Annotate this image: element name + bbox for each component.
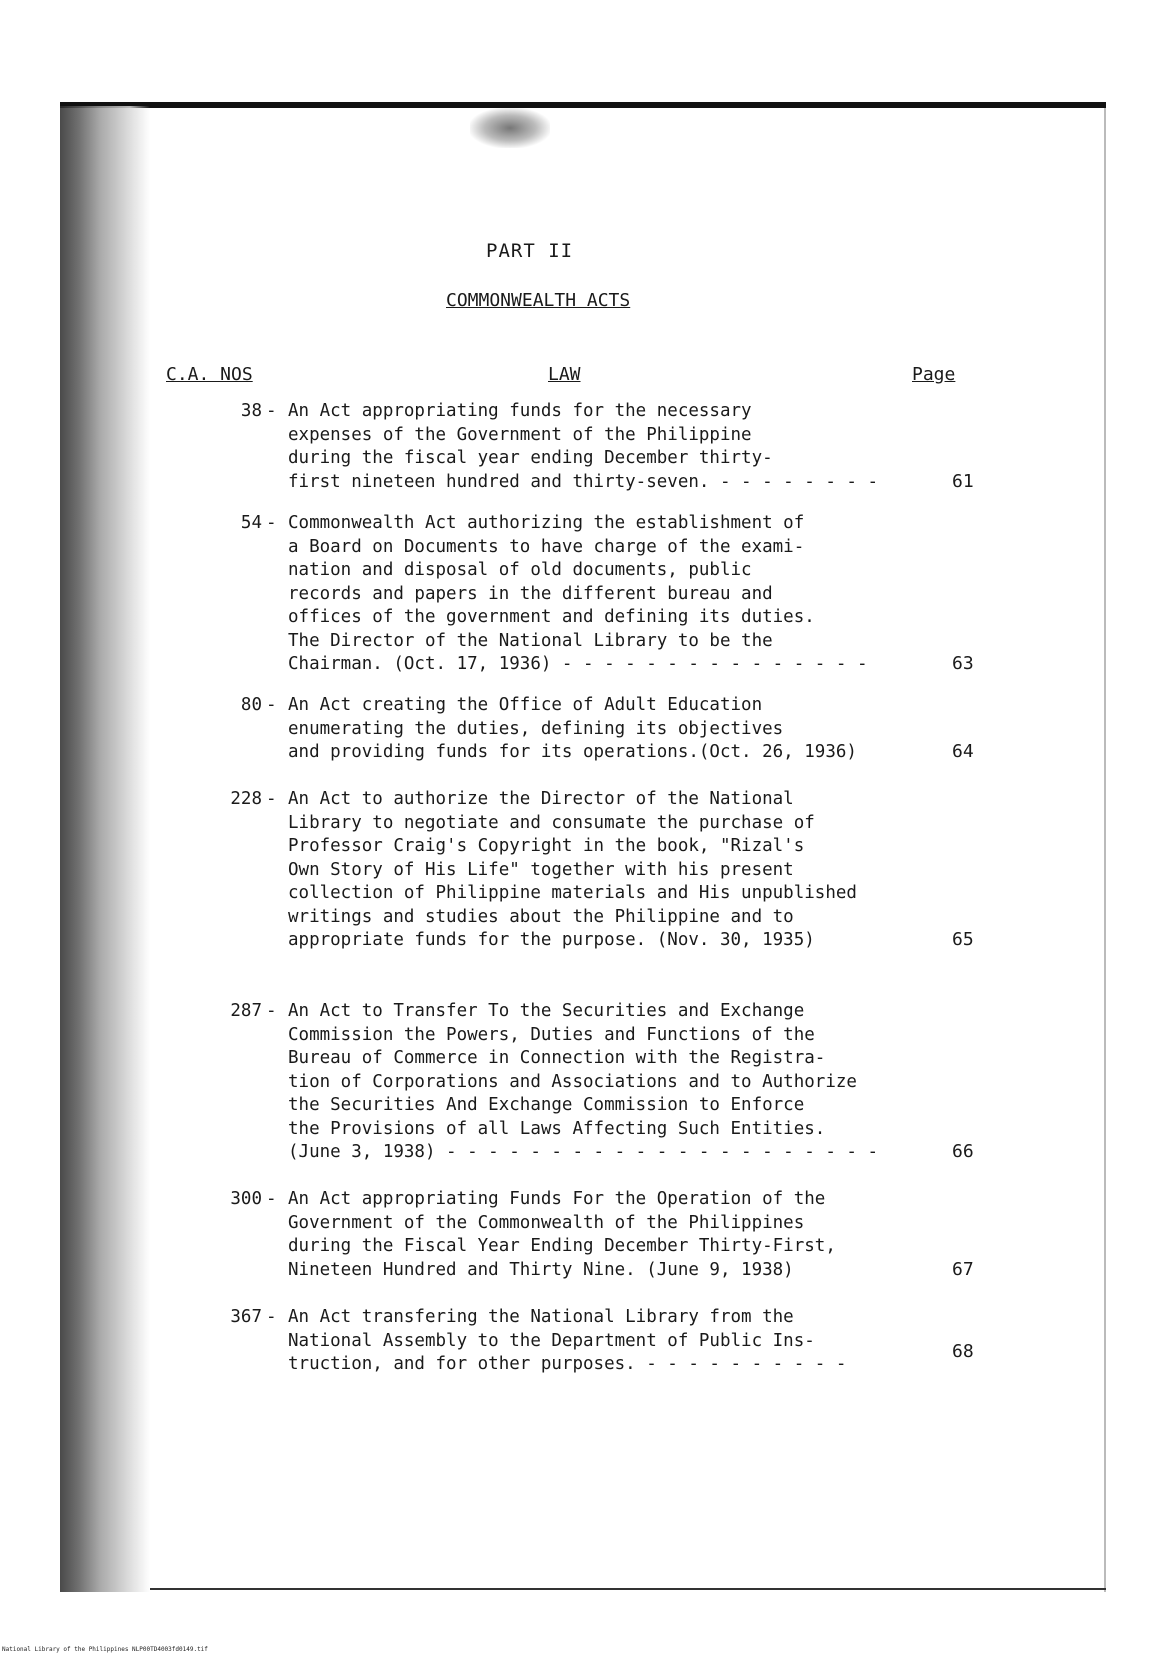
entry-dash: -: [266, 1307, 277, 1327]
act-number: 300: [230, 1189, 262, 1209]
right-border-rule: [1104, 108, 1106, 1592]
act-description: An Act to authorize the Director of the National Library to negotiate and consumate the purchase of Professor Craig's Copyright in the book, "Rizal's Own Story of His Life" together with his present collection of Philippine materials and His unpublished writings and studies about the Philippine and to appropriate funds for the purpose. (Nov. 30, 1935): [288, 789, 857, 950]
act-description: An Act to Transfer To the Securities and Exchange Commission the Powers, Duties and Functions of the Bureau of Commerce in Connection with the Registra- tion of Corporations and Associations and to Authorize the Securities And Exchange Commission to Enforce the Provisions of all Laws Affecting Such Entities. (June 3, 1938) - - - - - - - - - - - - - - - - - - - - -: [288, 1001, 879, 1162]
act-number: 287: [230, 1001, 262, 1021]
entry-dash: -: [266, 1189, 277, 1209]
act-page: 66: [952, 1141, 974, 1162]
act-description: An Act appropriating Funds For the Operation of the Government of the Commonwealth of the Philippines during the Fiscal Year Ending December Thirty-First, Nineteen Hundred and Thirty Nine. (June 9, 1938): [288, 1189, 836, 1280]
act-description: An Act transfering the National Library from the National Assembly to the Department of Public Ins- truction, and for other purposes. - - - - - - - - - -: [288, 1307, 847, 1374]
act-number: 80: [240, 695, 262, 715]
entry-dash: -: [266, 513, 277, 533]
act-page: 68: [952, 1341, 974, 1362]
act-number: 38: [240, 401, 262, 421]
bottom-border-rule: [150, 1588, 1106, 1590]
part-label: PART II: [486, 240, 574, 262]
act-description: Commonwealth Act authorizing the establishment of a Board on Documents to have charge of the exami- nation and disposal of old documents, public records and papers in the different bureau and offices of the government and defining its duties. The Director of the National Library to be the Chairman. (Oct. 17, 1936) - - - - - - - - - - - - - - -: [288, 513, 868, 674]
act-page: 64: [952, 741, 974, 762]
scan-smudge: [470, 108, 550, 148]
act-page: 65: [952, 929, 974, 950]
act-description: An Act creating the Office of Adult Education enumerating the duties, defining its objectives and providing funds for its operations.(Oct. 26, 1936): [288, 695, 857, 762]
scan-shadow-left-edge: [60, 106, 150, 1592]
act-description: An Act appropriating funds for the necessary expenses of the Government of the Philippine during the fiscal year ending December thirty- first nineteen hundred and thirty-seven. - - - - - - - -: [288, 401, 879, 492]
column-header-law: LAW: [548, 364, 581, 385]
scan-footer: National Library of the Philippines NLP00TD4003fd0149.tif: [2, 1646, 208, 1653]
column-header-nos: C.A. NOS: [166, 364, 253, 385]
act-page: 63: [952, 653, 974, 674]
entry-dash: -: [266, 1001, 277, 1021]
act-number: 367: [230, 1307, 262, 1327]
column-header-page: Page: [912, 364, 956, 385]
act-number: 228: [230, 789, 262, 809]
top-border-rule: [60, 102, 1106, 108]
section-title: COMMONWEALTH ACTS: [446, 290, 631, 311]
entry-dash: -: [266, 401, 277, 421]
act-page: 61: [952, 471, 974, 492]
entry-dash: -: [266, 695, 277, 715]
entry-dash: -: [266, 789, 277, 809]
act-page: 67: [952, 1259, 974, 1280]
act-number: 54: [240, 513, 262, 533]
